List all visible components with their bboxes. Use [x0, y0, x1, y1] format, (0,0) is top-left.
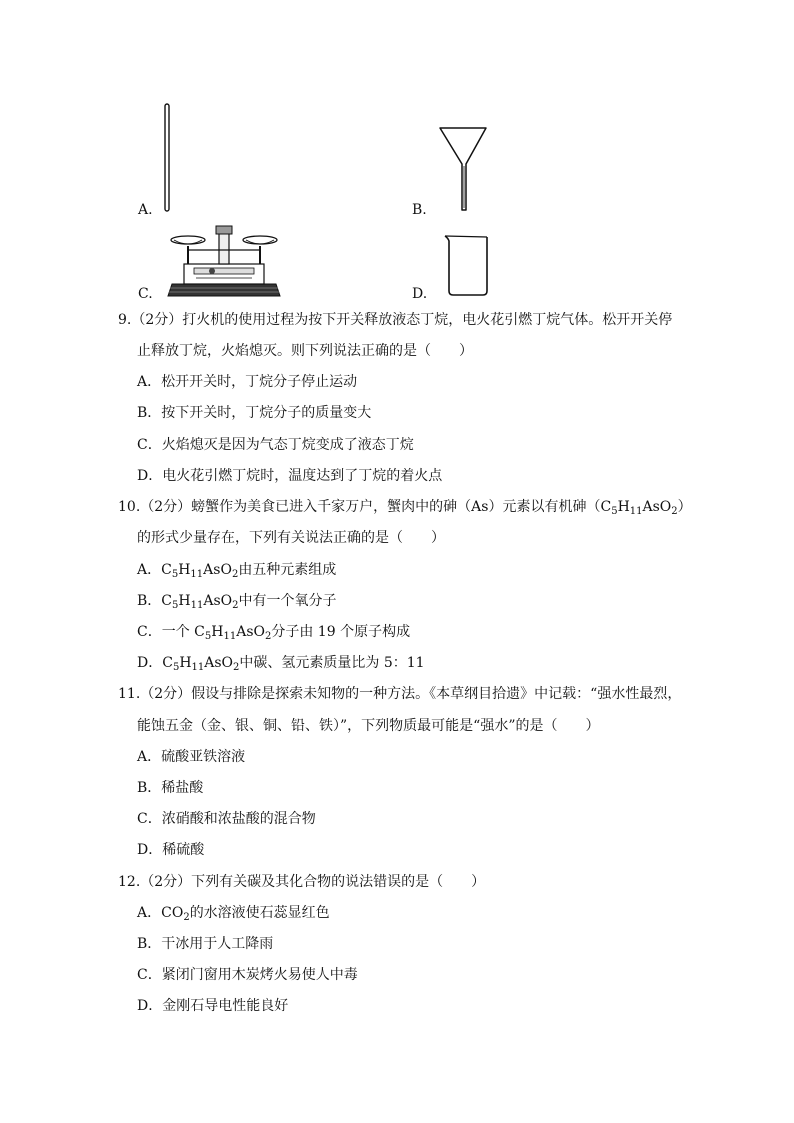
balance-scale-icon — [166, 222, 282, 300]
q12-option-d[interactable]: D．金刚石导电性能良好 — [137, 998, 289, 1014]
q9-stem-line1: 9.（2分）打火机的使用过程为按下开关释放液态丁烷，电火花引燃丁烷气体。松开开关停 — [118, 312, 673, 328]
q9-option-a[interactable]: A．松开开关时，丁烷分子停止运动 — [137, 374, 358, 390]
q12-option-b[interactable]: B．干冰用于人工降雨 — [137, 936, 274, 952]
q9-option-c[interactable]: C．火焰熄灭是因为气态丁烷变成了液态丁烷 — [137, 437, 414, 453]
glass-rod-icon — [160, 103, 174, 213]
funnel-icon — [438, 126, 490, 214]
q9-option-b[interactable]: B．按下开关时，丁烷分子的质量变大 — [137, 405, 372, 421]
q9-option-d[interactable]: D．电火花引燃丁烷时，温度达到了丁烷的着火点 — [137, 468, 443, 484]
q11-option-b[interactable]: B．稀盐酸 — [137, 780, 204, 796]
q11-option-c[interactable]: C．浓硝酸和浓盐酸的混合物 — [137, 811, 316, 827]
q11-stem-line1: 11.（2分）假设与排除是探索未知物的一种方法。《本草纲目拾遗》中记载：“强水性最烈， — [118, 686, 682, 702]
q10-stem-line2: 的形式少量存在，下列有关说法正确的是（ ） — [137, 530, 445, 546]
q11-option-d[interactable]: D．稀硫酸 — [137, 842, 205, 858]
option-c-label: C. — [138, 286, 153, 302]
q12-option-a[interactable]: A．$CO_2$的水溶液使石蕊显红色 — [137, 905, 330, 923]
q12-stem-line1: 12.（2分）下列有关碳及其化合物的说法错误的是（ ） — [118, 874, 486, 890]
option-d-label: D. — [412, 286, 428, 302]
q10-option-c[interactable]: C．一个 $C_5H_{11}AsO_2$分子由 19 个原子构成 — [137, 624, 411, 642]
option-b-label: B. — [412, 202, 427, 218]
q10-option-a[interactable]: A．$C_5H_{11}AsO_2$由五种元素组成 — [137, 562, 337, 580]
q9-stem-line2: 止释放丁烷，火焰熄灭。则下列说法正确的是（ ） — [137, 343, 473, 359]
q11-stem-line2: 能蚀五金（金、银、铜、铅、铁）”，下列物质最可能是“强水”的是（ ） — [137, 718, 600, 734]
beaker-icon — [442, 233, 492, 297]
q10-option-d[interactable]: D．$C_5H_{11}AsO_2$中碳、氢元素质量比为 5：11 — [137, 655, 425, 673]
q12-option-c[interactable]: C．紧闭门窗用木炭烤火易使人中毒 — [137, 967, 358, 983]
q11-option-a[interactable]: A．硫酸亚铁溶液 — [137, 749, 246, 765]
option-a-label: A. — [138, 202, 153, 218]
q10-option-b[interactable]: B．$C_5H_{11}AsO_2$中有一个氧分子 — [137, 593, 337, 611]
q10-stem-line1: 10.（2分）螃蟹作为美食已进入千家万户，蟹肉中的砷（As）元素以有机砷$(C_5H_{11}AsO_2)$ — [118, 499, 692, 517]
